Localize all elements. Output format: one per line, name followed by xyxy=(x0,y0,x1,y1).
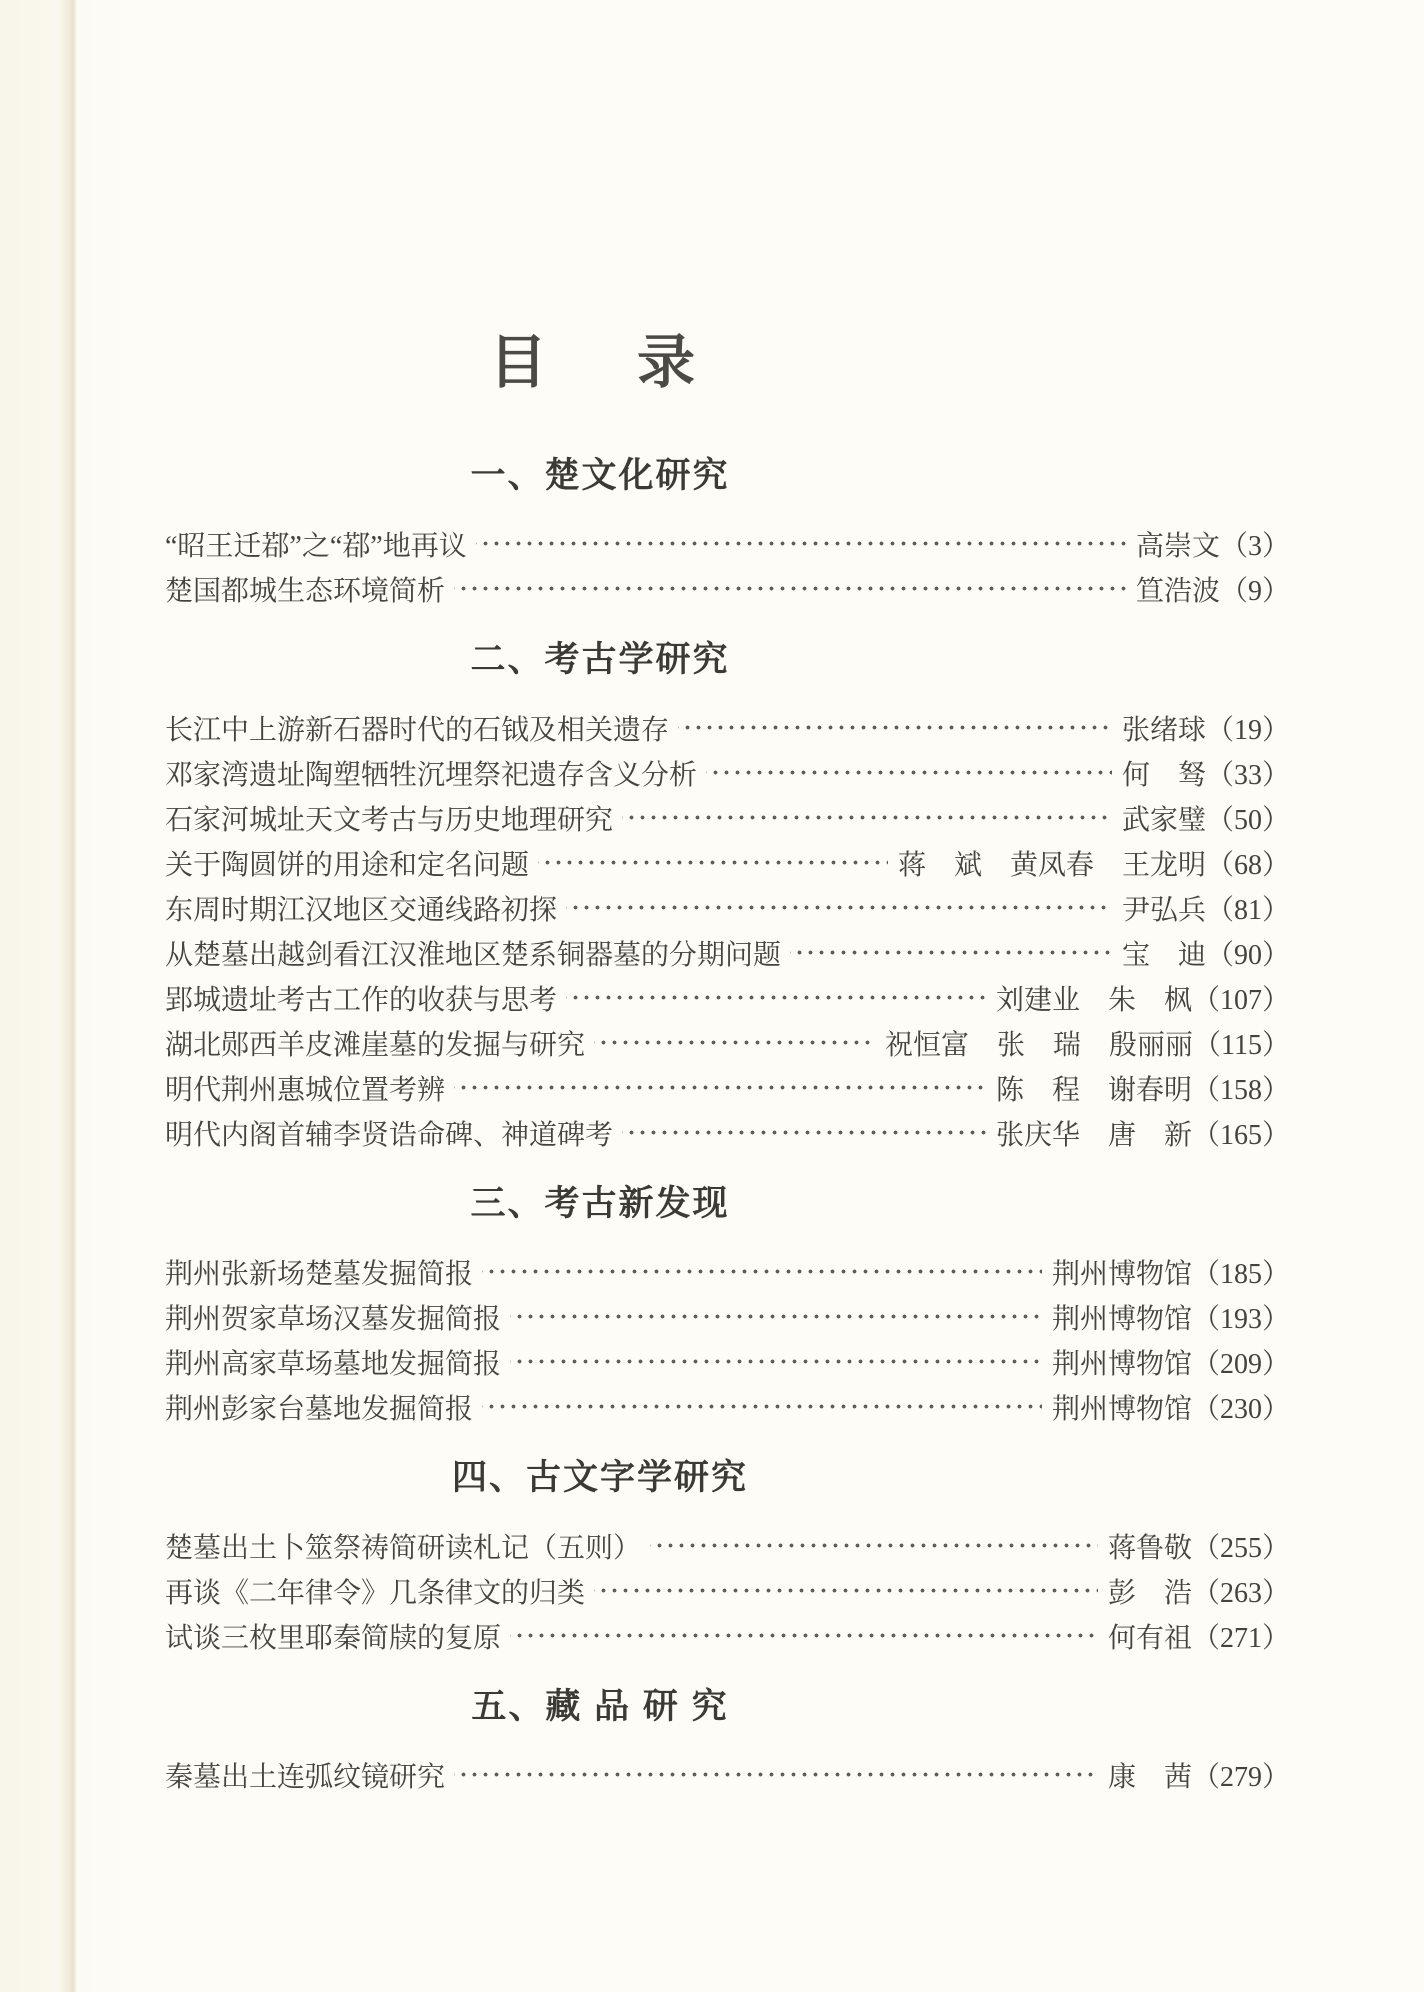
dot-leader xyxy=(594,1568,1098,1613)
toc-entry xyxy=(165,975,1290,1020)
toc-entry xyxy=(165,705,1290,750)
entry-author-page: 荆州博物馆（230） xyxy=(1051,1393,1290,1425)
toc-entry xyxy=(165,521,1290,566)
entry-author-page: 张庆华 唐 新（165） xyxy=(995,1119,1290,1151)
entry-title: 邓家湾遗址陶塑牺牲沉埋祭祀遗存含义分析 xyxy=(165,759,698,791)
entry-title: 从楚墓出越剑看江汉淮地区楚系铜器墓的分期问题 xyxy=(165,939,782,971)
dot-leader xyxy=(454,1065,986,1110)
toc-entry xyxy=(165,1110,1290,1155)
dot-leader xyxy=(706,750,1112,795)
entry-title: 明代内阁首辅李贤诰命碑、神道碑考 xyxy=(165,1119,614,1151)
toc-entry xyxy=(165,1384,1290,1429)
entry-author-page: 宝 迪（90） xyxy=(1121,939,1290,971)
toc-entry xyxy=(165,1249,1290,1294)
entry-author-page: 蒋 斌 黄凤春 王龙明（68） xyxy=(897,849,1290,881)
entry-author-page: 刘建业 朱 枫（107） xyxy=(995,984,1290,1016)
entry-title: 湖北郧西羊皮滩崖墓的发掘与研究 xyxy=(165,1029,586,1061)
entry-title: 长江中上游新石器时代的石钺及相关遗存 xyxy=(165,714,670,746)
entry-title: 荆州贺家草场汉墓发掘简报 xyxy=(165,1303,502,1335)
entry-author-page: 笪浩波（9） xyxy=(1135,575,1290,607)
dot-leader xyxy=(454,1752,1098,1797)
entry-title: 关于陶圆饼的用途和定名问题 xyxy=(165,849,530,881)
entry-title: 石家河城址天文考古与历史地理研究 xyxy=(165,804,614,836)
entry-title: 试谈三枚里耶秦简牍的复原 xyxy=(165,1622,502,1654)
dot-leader xyxy=(566,885,1112,930)
section-heading-5: 五、藏 品 研 究 xyxy=(471,1687,729,1726)
entry-title: 荆州张新场楚墓发掘简报 xyxy=(165,1258,474,1290)
entry-author-page: 何有祖（271） xyxy=(1107,1622,1290,1654)
entry-title: 楚墓出土卜筮祭祷简研读札记（五则） xyxy=(165,1532,642,1564)
entry-author-page: 荆州博物馆（209） xyxy=(1051,1348,1290,1380)
toc-entry xyxy=(165,1613,1290,1658)
section-heading-4: 四、古文字学研究 xyxy=(451,1458,748,1497)
section-heading-3: 三、考古新发现 xyxy=(470,1184,730,1223)
entry-author-page: 张绪球（19） xyxy=(1121,714,1290,746)
dot-leader xyxy=(594,1020,875,1065)
entry-author-page: 祝恒富 张 瑞 殷丽丽（115） xyxy=(885,1029,1290,1061)
entry-title: 楚国都城生态环境简析 xyxy=(165,575,446,607)
section-heading-2: 二、考古学研究 xyxy=(470,640,730,679)
entry-author-page: 陈 程 谢春明（158） xyxy=(995,1074,1290,1106)
dot-leader xyxy=(622,795,1112,840)
dot-leader xyxy=(454,566,1126,611)
toc-entry xyxy=(165,795,1290,840)
dot-leader xyxy=(482,1249,1042,1294)
entry-title: 东周时期江汉地区交通线路初探 xyxy=(165,894,558,926)
toc-entry xyxy=(165,1065,1290,1110)
dot-leader xyxy=(678,705,1112,750)
entry-author-page: 武家璧（50） xyxy=(1121,804,1290,836)
entry-title: 荆州高家草场墓地发掘简报 xyxy=(165,1348,502,1380)
entry-author-page: 高崇文（3） xyxy=(1135,530,1290,562)
toc-entry xyxy=(165,750,1290,795)
entry-author-page: 何 驽（33） xyxy=(1121,759,1290,791)
toc-entry xyxy=(165,1752,1290,1797)
dot-leader xyxy=(476,521,1126,566)
dot-leader xyxy=(566,975,986,1020)
page-title: 目 录 xyxy=(488,330,711,395)
toc-entry xyxy=(165,1294,1290,1339)
entry-author-page: 蒋鲁敬（255） xyxy=(1107,1532,1290,1564)
entry-author-page: 尹弘兵（81） xyxy=(1121,894,1290,926)
toc-entry xyxy=(165,1020,1290,1065)
toc-entry xyxy=(165,1339,1290,1384)
dot-leader xyxy=(510,1613,1098,1658)
dot-leader xyxy=(790,930,1112,975)
entry-title: 郢城遗址考古工作的收获与思考 xyxy=(165,984,558,1016)
entry-title: 明代荆州惠城位置考辨 xyxy=(165,1074,446,1106)
toc-content xyxy=(165,0,1290,1797)
entry-title: 秦墓出土连弧纹镜研究 xyxy=(165,1761,446,1793)
toc-entry xyxy=(165,566,1290,611)
entry-author-page: 彭 浩（263） xyxy=(1107,1577,1290,1609)
entry-author-page: 荆州博物馆（185） xyxy=(1051,1258,1290,1290)
toc-entry xyxy=(165,1568,1290,1613)
section-heading-1: 一、楚文化研究 xyxy=(470,456,730,495)
entry-title: 荆州彭家台墓地发掘简报 xyxy=(165,1393,474,1425)
toc-entry xyxy=(165,840,1290,885)
dot-leader xyxy=(622,1110,986,1155)
toc-entry xyxy=(165,1523,1290,1568)
dot-leader xyxy=(510,1294,1042,1339)
entry-title: 再谈《二年律令》几条律文的归类 xyxy=(165,1577,586,1609)
dot-leader xyxy=(482,1384,1042,1429)
dot-leader xyxy=(538,840,888,885)
dot-leader xyxy=(650,1523,1098,1568)
entry-author-page: 荆州博物馆（193） xyxy=(1051,1303,1290,1335)
dot-leader xyxy=(510,1339,1042,1384)
entry-title: “昭王迁鄀”之“鄀”地再议 xyxy=(165,530,467,562)
entry-author-page: 康 茜（279） xyxy=(1107,1761,1290,1793)
toc-entry xyxy=(165,885,1290,930)
toc-entry xyxy=(165,930,1290,975)
